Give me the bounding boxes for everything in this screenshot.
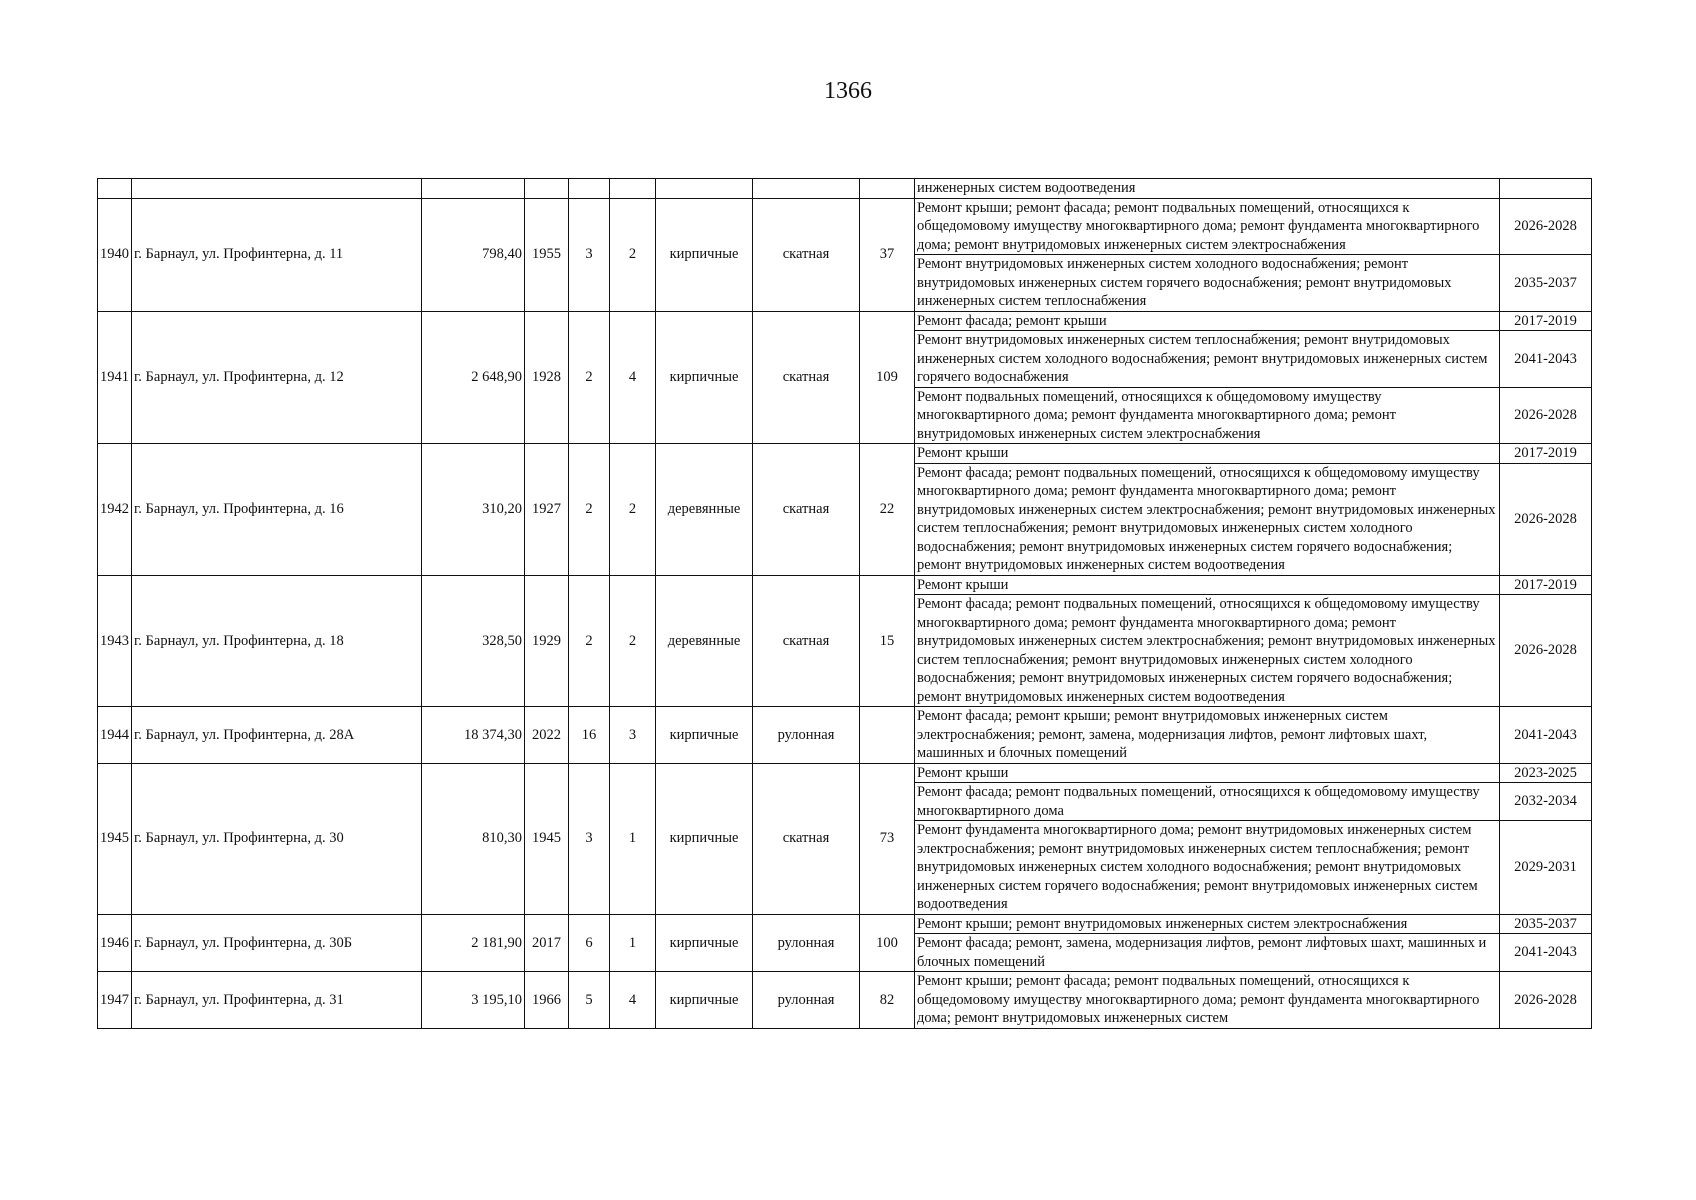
apartments-count: 100 (860, 914, 915, 972)
roof-type: скатная (753, 198, 860, 311)
work-description: Ремонт фасада; ремонт, замена, модернизация лифтов, ремонт лифтовых шахт, машинных и блочных помещений (915, 934, 1500, 972)
cell-empty (569, 179, 610, 199)
total-area: 2 181,90 (422, 914, 525, 972)
work-period: 2026-2028 (1500, 463, 1592, 575)
work-period: 2026-2028 (1500, 595, 1592, 707)
entrances-count: 2 (610, 575, 656, 707)
work-description: Ремонт крыши; ремонт внутридомовых инженерных систем электроснабжения (915, 914, 1500, 934)
row-number: 1941 (98, 311, 132, 444)
work-period: 2032-2034 (1500, 783, 1592, 821)
table-row (98, 972, 1592, 1029)
table-row (98, 311, 1592, 331)
entrances-count: 2 (610, 198, 656, 311)
build-year: 1955 (525, 198, 569, 311)
entrances-count: 3 (610, 707, 656, 764)
roof-type: рулонная (753, 972, 860, 1029)
roof-type: скатная (753, 575, 860, 707)
total-area: 798,40 (422, 198, 525, 311)
floors-count: 3 (569, 763, 610, 914)
row-number: 1947 (98, 972, 132, 1029)
housing-repair-table (97, 178, 1592, 1029)
work-period: 2026-2028 (1500, 972, 1592, 1029)
entrances-count: 4 (610, 972, 656, 1029)
total-area: 810,30 (422, 763, 525, 914)
row-number: 1946 (98, 914, 132, 972)
floors-count: 2 (569, 311, 610, 444)
table-row (98, 763, 1592, 783)
house-address: г. Барнаул, ул. Профинтерна, д. 16 (132, 444, 422, 576)
work-period: 2035-2037 (1500, 255, 1592, 312)
wall-material: кирпичные (656, 198, 753, 311)
page-number: 1366 (824, 78, 872, 104)
build-year: 2022 (525, 707, 569, 764)
entrances-count: 1 (610, 914, 656, 972)
apartments-count: 37 (860, 198, 915, 311)
table-row (98, 198, 1592, 255)
house-address: г. Барнаул, ул. Профинтерна, д. 30Б (132, 914, 422, 972)
roof-type: скатная (753, 444, 860, 576)
apartments-count: 15 (860, 575, 915, 707)
total-area: 310,20 (422, 444, 525, 576)
work-description: Ремонт фундамента многоквартирного дома; ремонт внутридомовых инженерных систем электроснабжения; ремонт внутридомовых инженерных систем теплоснабжения; ремонт внутридомовых инженерных систем холодного водоснабжения; ремонт внутридомовых инженерных систем горячего водоснабжения; ремонт внутридомовых инженерных систем водоотведения (915, 821, 1500, 915)
roof-type: скатная (753, 311, 860, 444)
work-description: Ремонт фасада; ремонт крыши (915, 311, 1500, 331)
table-row (98, 707, 1592, 764)
build-year: 1966 (525, 972, 569, 1029)
wall-material: кирпичные (656, 914, 753, 972)
work-description: Ремонт фасада; ремонт подвальных помещений, относящихся к общедомовому имуществу многоквартирного дома (915, 783, 1500, 821)
work-description: Ремонт крыши; ремонт фасада; ремонт подвальных помещений, относящихся к общедомовому имуществу многоквартирного дома; ремонт фундамента многоквартирного дома; ремонт внутридомовых инженерных систем электроснабжения (915, 198, 1500, 255)
work-period: 2035-2037 (1500, 914, 1592, 934)
roof-type: рулонная (753, 914, 860, 972)
build-year: 1929 (525, 575, 569, 707)
work-description: Ремонт крыши (915, 575, 1500, 595)
apartments-count: 73 (860, 763, 915, 914)
apartments-count: 82 (860, 972, 915, 1029)
build-year: 1928 (525, 311, 569, 444)
cell-empty (525, 179, 569, 199)
build-year: 1927 (525, 444, 569, 576)
cell-empty (610, 179, 656, 199)
apartments-count (860, 707, 915, 764)
floors-count: 16 (569, 707, 610, 764)
total-area: 2 648,90 (422, 311, 525, 444)
house-address: г. Барнаул, ул. Профинтерна, д. 30 (132, 763, 422, 914)
work-period: 2017-2019 (1500, 311, 1592, 331)
entrances-count: 1 (610, 763, 656, 914)
table-row (98, 914, 1592, 934)
house-address: г. Барнаул, ул. Профинтерна, д. 12 (132, 311, 422, 444)
work-description: Ремонт подвальных помещений, относящихся к общедомовому имуществу многоквартирного дома; ремонт фундамента многоквартирного дома; ремонт внутридомовых инженерных систем электроснабжения (915, 387, 1500, 444)
work-description: Ремонт крыши; ремонт фасада; ремонт подвальных помещений, относящихся к общедомовому имуществу многоквартирного дома; ремонт фундамента многоквартирного дома; ремонт внутридомовых инженерных систем (915, 972, 1500, 1029)
roof-type: скатная (753, 763, 860, 914)
row-number: 1940 (98, 198, 132, 311)
work-description: Ремонт фасада; ремонт крыши; ремонт внутридомовых инженерных систем электроснабжения; ремонт, замена, модернизация лифтов, ремонт лифтовых шахт, машинных и блочных помещений (915, 707, 1500, 764)
row-number: 1942 (98, 444, 132, 576)
house-address: г. Барнаул, ул. Профинтерна, д. 11 (132, 198, 422, 311)
house-address: г. Барнаул, ул. Профинтерна, д. 18 (132, 575, 422, 707)
floors-count: 2 (569, 575, 610, 707)
floors-count: 3 (569, 198, 610, 311)
wall-material: кирпичные (656, 311, 753, 444)
entrances-count: 2 (610, 444, 656, 576)
cell-empty (860, 179, 915, 199)
work-description: Ремонт фасада; ремонт подвальных помещений, относящихся к общедомовому имуществу многоквартирного дома; ремонт фундамента многоквартирного дома; ремонт внутридомовых инженерных систем электроснабжения; ремонт внутридомовых инженерных систем теплоснабжения; ремонт внутридомовых инженерных систем холодного водоснабжения; ремонт внутридомовых инженерных систем горячего водоснабжения; ремонт внутридомовых инженерных систем водоотведения (915, 595, 1500, 707)
roof-type: рулонная (753, 707, 860, 764)
entrances-count: 4 (610, 311, 656, 444)
cell-empty (753, 179, 860, 199)
cell-empty (1500, 179, 1592, 199)
cell-empty (98, 179, 132, 199)
row-number: 1944 (98, 707, 132, 764)
work-period: 2026-2028 (1500, 387, 1592, 444)
work-description: Ремонт внутридомовых инженерных систем теплоснабжения; ремонт внутридомовых инженерных систем холодного водоснабжения; ремонт внутридомовых инженерных систем горячего водоснабжения (915, 331, 1500, 388)
work-period: 2041-2043 (1500, 934, 1592, 972)
table-body (98, 179, 1592, 1029)
floors-count: 2 (569, 444, 610, 576)
wall-material: кирпичные (656, 707, 753, 764)
wall-material: кирпичные (656, 763, 753, 914)
continuation-row (98, 179, 1592, 199)
total-area: 3 195,10 (422, 972, 525, 1029)
apartments-count: 22 (860, 444, 915, 576)
wall-material: деревянные (656, 444, 753, 576)
house-address: г. Барнаул, ул. Профинтерна, д. 28А (132, 707, 422, 764)
work-description: Ремонт фасада; ремонт подвальных помещений, относящихся к общедомовому имуществу многоквартирного дома; ремонт фундамента многоквартирного дома; ремонт внутридомовых инженерных систем электроснабжения; ремонт внутридомовых инженерных систем теплоснабжения; ремонт внутридомовых инженерных систем холодного водоснабжения; ремонт внутридомовых инженерных систем горячего водоснабжения; ремонт внутридомовых инженерных систем водоотведения (915, 463, 1500, 575)
house-address: г. Барнаул, ул. Профинтерна, д. 31 (132, 972, 422, 1029)
cell-empty (422, 179, 525, 199)
work-description: Ремонт крыши (915, 763, 1500, 783)
table-row (98, 575, 1592, 595)
work-description: Ремонт внутридомовых инженерных систем холодного водоснабжения; ремонт внутридомовых инженерных систем горячего водоснабжения; ремонт внутридомовых инженерных систем теплоснабжения (915, 255, 1500, 312)
apartments-count: 109 (860, 311, 915, 444)
work-period: 2041-2043 (1500, 331, 1592, 388)
work-period: 2017-2019 (1500, 444, 1592, 464)
row-number: 1945 (98, 763, 132, 914)
work-period: 2017-2019 (1500, 575, 1592, 595)
build-year: 2017 (525, 914, 569, 972)
wall-material: кирпичные (656, 972, 753, 1029)
work-period: 2029-2031 (1500, 821, 1592, 915)
floors-count: 6 (569, 914, 610, 972)
work-description: Ремонт крыши (915, 444, 1500, 464)
total-area: 18 374,30 (422, 707, 525, 764)
work-period: 2023-2025 (1500, 763, 1592, 783)
cell-empty (656, 179, 753, 199)
work-period: 2041-2043 (1500, 707, 1592, 764)
floors-count: 5 (569, 972, 610, 1029)
row-number: 1943 (98, 575, 132, 707)
wall-material: деревянные (656, 575, 753, 707)
work-period: 2026-2028 (1500, 198, 1592, 255)
work-description: инженерных систем водоотведения (915, 179, 1500, 199)
total-area: 328,50 (422, 575, 525, 707)
build-year: 1945 (525, 763, 569, 914)
cell-empty (132, 179, 422, 199)
table-row (98, 444, 1592, 464)
